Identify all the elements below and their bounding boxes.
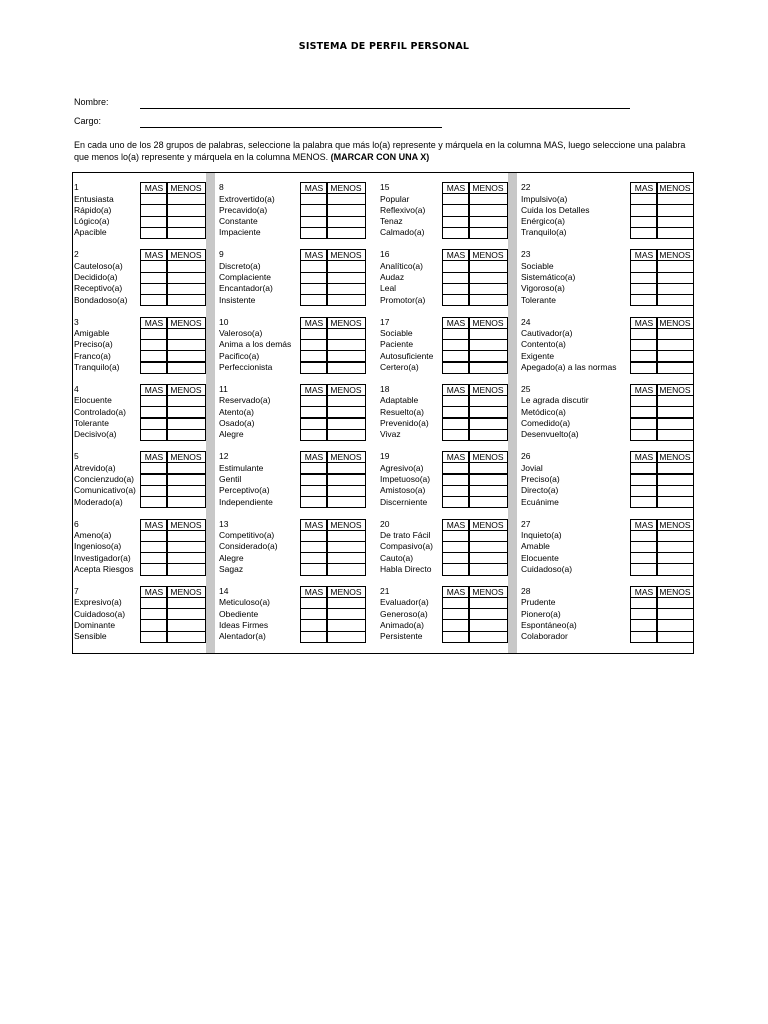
- menos-checkbox[interactable]: [468, 362, 508, 374]
- word-label: Habla Directo: [380, 563, 432, 574]
- column-separator: [206, 173, 215, 653]
- mas-checkbox[interactable]: [300, 362, 328, 374]
- mas-header: MAS: [446, 452, 466, 463]
- menos-checkbox[interactable]: [468, 227, 508, 239]
- mas-header: MAS: [304, 317, 324, 328]
- group-number: 25: [521, 383, 531, 394]
- group-number: 14: [219, 585, 229, 596]
- mas-checkbox[interactable]: [630, 294, 658, 306]
- word-label: Decisivo(a): [74, 429, 117, 440]
- mas-header: MAS: [304, 452, 324, 463]
- word-label: Directo(a): [521, 485, 559, 496]
- word-label: Estimulante: [219, 462, 264, 473]
- word-label: Reservado(a): [219, 395, 271, 406]
- mas-header: MAS: [446, 250, 466, 261]
- word-label: Lógico(a): [74, 216, 110, 227]
- word-label: Amistoso(a): [380, 485, 426, 496]
- menos-checkbox[interactable]: [166, 429, 206, 441]
- mas-header: MAS: [144, 183, 164, 193]
- word-label: Receptivo(a): [74, 283, 123, 294]
- group-number: 15: [380, 182, 390, 192]
- mas-checkbox[interactable]: [442, 631, 470, 643]
- group-number: 8: [219, 182, 224, 192]
- word-label: Tranquilo(a): [521, 227, 567, 238]
- menos-checkbox[interactable]: [166, 362, 206, 374]
- group-number: 9: [219, 249, 224, 260]
- word-label: Ideas Firmes: [219, 619, 269, 630]
- word-label: Sagaz: [219, 563, 244, 574]
- word-label: Tenaz: [380, 216, 403, 227]
- menos-header: MENOS: [330, 317, 362, 328]
- nombre-label: Nombre:: [74, 97, 109, 107]
- group-number: 11: [219, 383, 228, 394]
- menos-header: MENOS: [170, 183, 202, 193]
- word-label: Perceptivo(a): [219, 485, 270, 496]
- word-label: Precavido(a): [219, 204, 268, 215]
- word-label: Vivaz: [380, 429, 401, 440]
- word-label: Amable: [521, 541, 550, 552]
- group-number: 20: [380, 518, 390, 529]
- mas-checkbox[interactable]: [140, 631, 168, 643]
- word-label: Jovial: [521, 462, 543, 473]
- mas-header: MAS: [144, 519, 164, 530]
- menos-checkbox[interactable]: [656, 563, 694, 575]
- group-number: 10: [219, 316, 229, 327]
- mas-header: MAS: [446, 519, 466, 530]
- mas-header: MAS: [634, 384, 654, 395]
- mas-checkbox[interactable]: [442, 227, 470, 239]
- menos-header: MENOS: [659, 384, 691, 395]
- word-label: Tolerante: [521, 294, 556, 305]
- word-label: Acepta Riesgos: [74, 563, 134, 574]
- word-label: Animado(a): [380, 619, 424, 630]
- nombre-field[interactable]: [140, 108, 630, 109]
- mas-header: MAS: [144, 250, 164, 261]
- word-label: Apacible: [74, 227, 107, 238]
- mas-checkbox[interactable]: [442, 429, 470, 441]
- mas-checkbox[interactable]: [140, 362, 168, 374]
- mas-checkbox[interactable]: [140, 429, 168, 441]
- mas-header: MAS: [144, 384, 164, 395]
- word-label: Cuidadoso(a): [521, 563, 573, 574]
- word-label: Alentador(a): [219, 631, 266, 642]
- menos-checkbox[interactable]: [656, 496, 694, 508]
- word-label: Enérgico(a): [521, 216, 565, 227]
- word-label: Tolerante: [74, 418, 109, 428]
- word-label: Alegre: [219, 552, 244, 563]
- mas-header: MAS: [446, 384, 466, 395]
- menos-checkbox[interactable]: [166, 631, 206, 643]
- word-label: Independiente: [219, 496, 273, 507]
- word-label: Expresivo(a): [74, 597, 122, 608]
- word-label: Inquieto(a): [521, 530, 562, 540]
- mas-checkbox[interactable]: [630, 227, 658, 239]
- word-label: Leal: [380, 283, 397, 294]
- mas-header: MAS: [634, 452, 654, 463]
- word-label: Sensible: [74, 631, 107, 642]
- word-label: Pacifico(a): [219, 350, 260, 361]
- menos-header: MENOS: [659, 317, 691, 328]
- menos-header: MENOS: [330, 452, 362, 463]
- page-title: SISTEMA DE PERFIL PERSONAL: [298, 41, 470, 52]
- word-label: Anima a los demás: [219, 339, 292, 350]
- menos-header: MENOS: [659, 183, 691, 193]
- word-label: Amigable: [74, 328, 110, 339]
- mas-checkbox[interactable]: [630, 429, 658, 441]
- group-number: 16: [380, 249, 390, 260]
- word-label: Agresivo(a): [380, 462, 424, 473]
- menos-checkbox[interactable]: [656, 362, 694, 374]
- word-label: Considerado(a): [219, 541, 278, 552]
- word-label: Colaborador: [521, 631, 568, 642]
- group-number: 23: [521, 249, 531, 260]
- mas-checkbox[interactable]: [300, 227, 328, 239]
- menos-checkbox[interactable]: [326, 429, 366, 441]
- mas-header: MAS: [634, 250, 654, 261]
- menos-checkbox[interactable]: [326, 631, 366, 643]
- mas-checkbox[interactable]: [442, 496, 470, 508]
- mas-header: MAS: [446, 183, 466, 193]
- mas-checkbox[interactable]: [300, 429, 328, 441]
- word-label: De trato Fácil: [380, 530, 431, 540]
- word-label: Meticuloso(a): [219, 597, 271, 608]
- word-label: Cuidadoso(a): [74, 608, 126, 619]
- word-label: Controlado(a): [74, 406, 126, 417]
- word-label: Preciso(a): [521, 474, 560, 484]
- mas-header: MAS: [144, 317, 164, 328]
- word-label: Bondadoso(a): [74, 294, 128, 305]
- mas-checkbox[interactable]: [140, 294, 168, 306]
- mas-checkbox[interactable]: [630, 362, 658, 374]
- word-label: Impulsivo(a): [521, 193, 568, 204]
- mas-header: MAS: [304, 519, 324, 530]
- group-number: 19: [380, 451, 390, 462]
- menos-header: MENOS: [170, 519, 202, 530]
- word-label: Cauteloso(a): [74, 260, 123, 271]
- word-label: Paciente: [380, 339, 414, 350]
- mas-checkbox[interactable]: [630, 496, 658, 508]
- word-label: Atrevido(a): [74, 462, 116, 473]
- word-label: Valeroso(a): [219, 328, 263, 339]
- word-label: Decidido(a): [74, 272, 118, 283]
- menos-checkbox[interactable]: [656, 631, 694, 643]
- group-number: 5: [74, 451, 79, 462]
- menos-header: MENOS: [330, 183, 362, 193]
- word-label: Cautivador(a): [521, 328, 573, 339]
- word-label: Sociable: [380, 328, 413, 339]
- word-label: Discreto(a): [219, 260, 261, 271]
- word-label: Compasivo(a): [380, 541, 433, 552]
- mas-checkbox[interactable]: [442, 563, 470, 575]
- word-label: Adaptable: [380, 395, 419, 406]
- menos-header: MENOS: [659, 519, 691, 530]
- word-label: Contento(a): [521, 339, 566, 350]
- mas-header: MAS: [634, 317, 654, 328]
- mas-checkbox[interactable]: [140, 496, 168, 508]
- group-number: 3: [74, 316, 79, 327]
- mas-checkbox[interactable]: [140, 227, 168, 239]
- word-label: Ameno(a): [74, 530, 112, 540]
- word-label: Ingenioso(a): [74, 541, 122, 552]
- group-number: 12: [219, 451, 229, 462]
- group-number: 6: [74, 518, 79, 529]
- menos-checkbox[interactable]: [326, 563, 366, 575]
- menos-checkbox[interactable]: [326, 294, 366, 306]
- mas-checkbox[interactable]: [300, 496, 328, 508]
- word-label: Certero(a): [380, 362, 419, 372]
- word-label: Evaluador(a): [380, 597, 429, 608]
- word-label: Atento(a): [219, 406, 254, 417]
- menos-header: MENOS: [170, 250, 202, 261]
- word-label: Dominante: [74, 619, 116, 630]
- word-label: Prudente: [521, 597, 556, 608]
- word-label: Calmado(a): [380, 227, 425, 238]
- menos-header: MENOS: [170, 586, 202, 597]
- word-label: Autosuficiente: [380, 350, 434, 361]
- word-label: Metódico(a): [521, 406, 566, 417]
- word-label: Complaciente: [219, 272, 271, 283]
- mas-header: MAS: [446, 586, 466, 597]
- word-label: Franco(a): [74, 350, 111, 361]
- word-label: Perfeccionista: [219, 362, 273, 372]
- mas-header: MAS: [304, 183, 324, 193]
- group-number: 4: [74, 383, 79, 394]
- menos-header: MENOS: [330, 586, 362, 597]
- word-label: Alegre: [219, 429, 244, 440]
- word-label: Cauto(a): [380, 552, 414, 563]
- group-number: 18: [380, 383, 390, 394]
- menos-header: MENOS: [330, 384, 362, 395]
- word-label: Investigador(a): [74, 552, 131, 563]
- instructions-emphasis: (MARCAR CON UNA X): [330, 151, 430, 162]
- menos-header: MENOS: [472, 250, 504, 261]
- menos-header: MENOS: [472, 586, 504, 597]
- word-label: Pionero(a): [521, 608, 561, 619]
- menos-header: MENOS: [472, 384, 504, 395]
- word-label: Concienzudo(a): [74, 474, 135, 484]
- menos-checkbox[interactable]: [468, 631, 508, 643]
- mas-checkbox[interactable]: [300, 631, 328, 643]
- menos-checkbox[interactable]: [468, 496, 508, 508]
- word-label: Persistente: [380, 631, 423, 642]
- menos-checkbox[interactable]: [166, 496, 206, 508]
- word-label: Resuelto(a): [380, 406, 424, 417]
- menos-header: MENOS: [659, 586, 691, 597]
- word-label: Analítico(a): [380, 260, 423, 271]
- mas-header: MAS: [634, 183, 654, 193]
- menos-header: MENOS: [472, 519, 504, 530]
- word-label: Encantador(a): [219, 283, 273, 294]
- group-number: 22: [521, 182, 531, 192]
- instructions: [74, 140, 694, 163]
- word-label: Comunicativo(a): [74, 485, 136, 496]
- word-label: Sistemático(a): [521, 272, 576, 283]
- word-label: Impaciente: [219, 227, 261, 238]
- mas-header: MAS: [634, 519, 654, 530]
- mas-checkbox[interactable]: [300, 563, 328, 575]
- word-label: Reflexivo(a): [380, 204, 426, 215]
- mas-checkbox[interactable]: [140, 563, 168, 575]
- word-label: Audaz: [380, 272, 405, 283]
- word-label: Espontáneo(a): [521, 619, 577, 630]
- mas-checkbox[interactable]: [630, 563, 658, 575]
- word-label: Generoso(a): [380, 608, 428, 619]
- mas-checkbox[interactable]: [300, 294, 328, 306]
- word-label: Discerniente: [380, 496, 428, 507]
- cargo-field[interactable]: [140, 127, 442, 128]
- word-label: Preciso(a): [74, 339, 113, 350]
- mas-header: MAS: [144, 586, 164, 597]
- mas-checkbox[interactable]: [442, 294, 470, 306]
- menos-checkbox[interactable]: [656, 429, 694, 441]
- word-label: Prevenido(a): [380, 418, 429, 428]
- menos-checkbox[interactable]: [468, 563, 508, 575]
- word-label: Obediente: [219, 608, 259, 619]
- menos-header: MENOS: [170, 452, 202, 463]
- word-label: Insistente: [219, 294, 256, 305]
- group-number: 24: [521, 316, 531, 327]
- word-label: Elocuente: [74, 395, 112, 406]
- word-label: Sociable: [521, 260, 554, 271]
- group-number: 17: [380, 316, 390, 327]
- menos-header: MENOS: [472, 317, 504, 328]
- menos-checkbox[interactable]: [166, 227, 206, 239]
- word-label: Ecuánime: [521, 496, 559, 507]
- column-separator: [508, 173, 517, 653]
- menos-checkbox[interactable]: [656, 294, 694, 306]
- word-label: Apegado(a) a las normas: [521, 362, 617, 372]
- instructions-text: En cada uno de los 28 grupos de palabras, seleccione la palabra que más lo(a) represente y márquela en la columna MAS, luego seleccione una palabra que menos lo(a) represente y márquela en la columna MENOS.: [74, 140, 686, 162]
- word-label: Extrovertido(a): [219, 193, 275, 204]
- word-label: Osado(a): [219, 418, 255, 428]
- menos-header: MENOS: [170, 384, 202, 395]
- menos-header: MENOS: [659, 250, 691, 261]
- mas-header: MAS: [634, 586, 654, 597]
- word-label: Elocuente: [521, 552, 559, 563]
- menos-header: MENOS: [659, 452, 691, 463]
- word-label: Exigente: [521, 350, 555, 361]
- mas-header: MAS: [304, 384, 324, 395]
- mas-checkbox[interactable]: [630, 631, 658, 643]
- menos-checkbox[interactable]: [326, 496, 366, 508]
- word-label: Competitivo(a): [219, 530, 275, 540]
- menos-checkbox[interactable]: [468, 294, 508, 306]
- group-number: 1: [74, 182, 79, 192]
- group-number: 13: [219, 518, 229, 529]
- menos-header: MENOS: [170, 317, 202, 328]
- mas-header: MAS: [304, 586, 324, 597]
- menos-header: MENOS: [330, 519, 362, 530]
- group-number: 26: [521, 451, 531, 462]
- word-label: Constante: [219, 216, 258, 227]
- word-label: Le agrada discutir: [521, 395, 589, 406]
- word-label: Moderado(a): [74, 496, 123, 507]
- word-label: Rápido(a): [74, 204, 112, 215]
- mas-checkbox[interactable]: [442, 362, 470, 374]
- word-label: Tranquilo(a): [74, 362, 120, 372]
- menos-checkbox[interactable]: [326, 227, 366, 239]
- word-label: Promotor(a): [380, 294, 426, 305]
- word-label: Impetuoso(a): [380, 474, 431, 484]
- word-label: Entusiasta: [74, 193, 114, 204]
- menos-header: MENOS: [472, 452, 504, 463]
- word-label: Cuida los Detalles: [521, 204, 590, 215]
- group-number: 21: [380, 585, 390, 596]
- mas-header: MAS: [144, 452, 164, 463]
- word-label: Popular: [380, 193, 410, 204]
- menos-checkbox[interactable]: [656, 227, 694, 239]
- menos-checkbox[interactable]: [468, 429, 508, 441]
- group-number: 7: [74, 585, 79, 596]
- menos-header: MENOS: [472, 183, 504, 193]
- menos-checkbox[interactable]: [166, 294, 206, 306]
- group-number: 2: [74, 249, 79, 260]
- group-number: 28: [521, 585, 531, 596]
- mas-header: MAS: [446, 317, 466, 328]
- cargo-label: Cargo:: [74, 116, 102, 126]
- word-label: Vigoroso(a): [521, 283, 565, 294]
- word-label: Desenvuelto(a): [521, 429, 579, 440]
- word-label: Comedido(a): [521, 418, 571, 428]
- menos-checkbox[interactable]: [326, 362, 366, 374]
- group-number: 27: [521, 518, 531, 529]
- menos-header: MENOS: [330, 250, 362, 261]
- word-label: Gentil: [219, 474, 242, 484]
- mas-header: MAS: [304, 250, 324, 261]
- menos-checkbox[interactable]: [166, 563, 206, 575]
- word-groups-grid: [72, 172, 694, 654]
